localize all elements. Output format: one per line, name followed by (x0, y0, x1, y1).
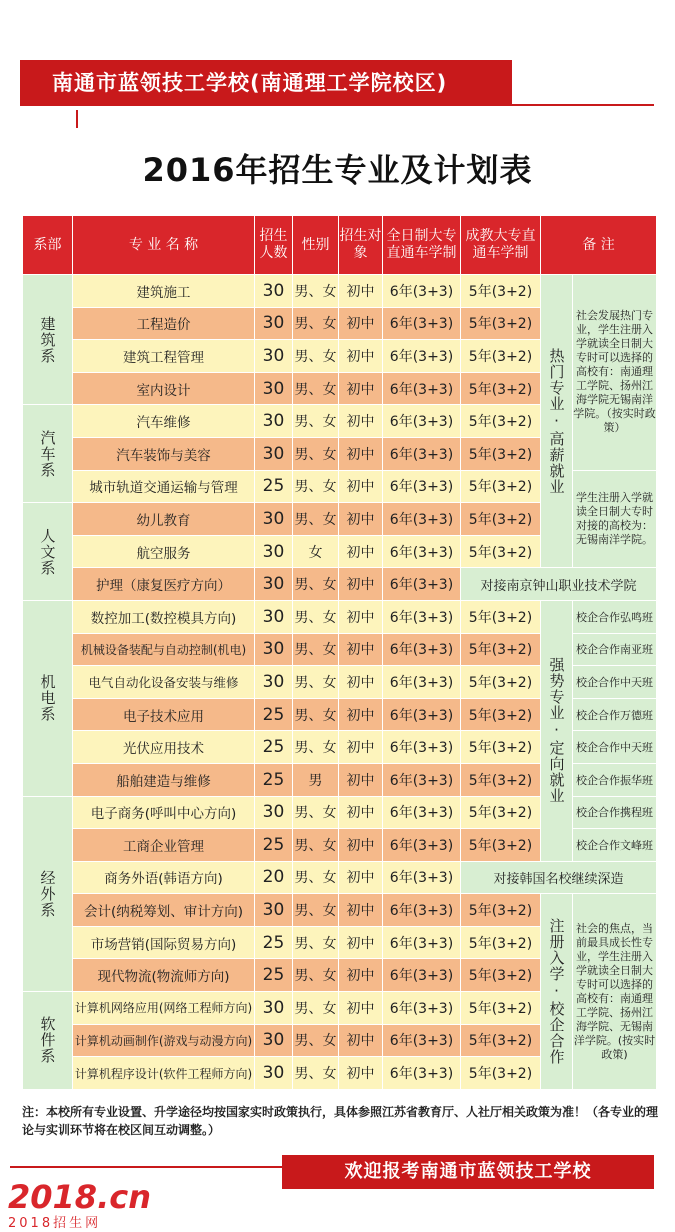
fulltime: 6年(3+3) (383, 666, 461, 699)
quota: 25 (255, 763, 293, 796)
school-banner: 南通市蓝领技工学校(南通理工学院校区) (20, 60, 512, 106)
target: 初中 (339, 1024, 383, 1057)
target: 初中 (339, 666, 383, 699)
fulltime: 6年(3+3) (383, 1057, 461, 1090)
target: 初中 (339, 437, 383, 470)
coop-note: 校企合作携程班 (573, 796, 657, 829)
page-title: 2016年招生专业及计划表 (142, 151, 533, 189)
gender: 男、女 (293, 600, 339, 633)
target: 初中 (339, 405, 383, 438)
quota: 30 (255, 568, 293, 601)
fulltime: 6年(3+3) (383, 340, 461, 373)
quota: 30 (255, 1057, 293, 1090)
major-name: 船舶建造与维修 (73, 763, 255, 796)
quota: 25 (255, 470, 293, 503)
major-name: 电子技术应用 (73, 698, 255, 731)
fulltime: 6年(3+3) (383, 405, 461, 438)
gender: 男 (293, 763, 339, 796)
strong-label: 强势专业·定向就业 (541, 600, 573, 861)
target: 初中 (339, 633, 383, 666)
table-row (23, 275, 657, 308)
table-row (23, 600, 657, 633)
gender: 男、女 (293, 861, 339, 894)
major-name: 工商企业管理 (73, 829, 255, 862)
target: 初中 (339, 796, 383, 829)
target: 初中 (339, 731, 383, 764)
gender: 男、女 (293, 275, 339, 308)
korean-note: 对接韩国名校继续深造 (461, 861, 657, 894)
quota: 30 (255, 633, 293, 666)
adult: 5年(3+2) (461, 959, 541, 992)
target: 初中 (339, 926, 383, 959)
target: 初中 (339, 959, 383, 992)
target: 初中 (339, 275, 383, 308)
fulltime: 6年(3+3) (383, 829, 461, 862)
major-name: 数控加工(数控模具方向) (73, 600, 255, 633)
hot-note-2: 学生注册入学就读全日制大专时对接的高校为：无锡南洋学院。 (573, 470, 657, 568)
target: 初中 (339, 568, 383, 601)
quota: 30 (255, 1024, 293, 1057)
fulltime: 6年(3+3) (383, 437, 461, 470)
adult: 5年(3+2) (461, 992, 541, 1025)
adult: 5年(3+2) (461, 535, 541, 568)
target: 初中 (339, 698, 383, 731)
major-name: 工程造价 (73, 307, 255, 340)
target: 初中 (339, 340, 383, 373)
target: 初中 (339, 992, 383, 1025)
fulltime: 6年(3+3) (383, 796, 461, 829)
coop-note: 校企合作文峰班 (573, 829, 657, 862)
major-name: 幼儿教育 (73, 503, 255, 536)
major-name: 护理（康复医疗方向） (73, 568, 255, 601)
quota: 30 (255, 796, 293, 829)
coop-note: 校企合作中天班 (573, 666, 657, 699)
header-quota: 招生人数 (255, 216, 293, 275)
logo-text: 2018.cn (8, 1178, 151, 1216)
gender: 男、女 (293, 796, 339, 829)
adult: 5年(3+2) (461, 600, 541, 633)
quota: 30 (255, 894, 293, 927)
adult: 5年(3+2) (461, 1024, 541, 1057)
major-name: 电子商务(呼叫中心方向) (73, 796, 255, 829)
hot-note-1: 社会发展热门专业，学生注册入学就读全日制大专时可以选择的高校有：南通理工学院、扬州江海学院无锡南洋学院。（按实时政策） (573, 275, 657, 471)
gender: 男、女 (293, 470, 339, 503)
enrollment-table (22, 215, 657, 1090)
fulltime: 6年(3+3) (383, 470, 461, 503)
adult: 5年(3+2) (461, 1057, 541, 1090)
header-fulltime: 全日制大专直通车学制 (383, 216, 461, 275)
gender: 男、女 (293, 731, 339, 764)
quota: 30 (255, 405, 293, 438)
quota: 30 (255, 372, 293, 405)
banner-tick (76, 110, 78, 128)
quota: 30 (255, 307, 293, 340)
gender: 男、女 (293, 894, 339, 927)
adult: 5年(3+2) (461, 829, 541, 862)
dept-auto: 汽车系 (23, 405, 73, 503)
adult: 5年(3+2) (461, 372, 541, 405)
adult: 5年(3+2) (461, 275, 541, 308)
adult: 5年(3+2) (461, 340, 541, 373)
major-name: 汽车维修 (73, 405, 255, 438)
adult: 5年(3+2) (461, 698, 541, 731)
gender: 男、女 (293, 503, 339, 536)
header-adult: 成教大专直通车学制 (461, 216, 541, 275)
major-name: 建筑工程管理 (73, 340, 255, 373)
fulltime: 6年(3+3) (383, 731, 461, 764)
header-gender: 性别 (293, 216, 339, 275)
major-name: 计算机动画制作(游戏与动漫方向) (73, 1024, 255, 1057)
gender: 男、女 (293, 633, 339, 666)
target: 初中 (339, 372, 383, 405)
major-name: 汽车装饰与美容 (73, 437, 255, 470)
adult: 5年(3+2) (461, 763, 541, 796)
major-name: 航空服务 (73, 535, 255, 568)
adult: 5年(3+2) (461, 796, 541, 829)
fulltime: 6年(3+3) (383, 763, 461, 796)
adult: 5年(3+2) (461, 926, 541, 959)
coop-note: 校企合作万德班 (573, 698, 657, 731)
adult: 5年(3+2) (461, 503, 541, 536)
gender: 男、女 (293, 405, 339, 438)
fulltime: 6年(3+3) (383, 959, 461, 992)
quota: 30 (255, 666, 293, 699)
fulltime: 6年(3+3) (383, 307, 461, 340)
gender: 男、女 (293, 992, 339, 1025)
target: 初中 (339, 600, 383, 633)
quota: 30 (255, 600, 293, 633)
header-major: 专 业 名 称 (73, 216, 255, 275)
register-note: 社会的焦点，当前最具成长性专业，学生注册入学就读全日制大专时可以选择的高校有：南通理工学院、扬州江海学院、无锡南洋学院。(按实时政策) (573, 894, 657, 1090)
adult: 5年(3+2) (461, 731, 541, 764)
fulltime: 6年(3+3) (383, 861, 461, 894)
site-logo[interactable] (8, 1178, 151, 1231)
quota: 25 (255, 698, 293, 731)
target: 初中 (339, 1057, 383, 1090)
dept-construction: 建筑系 (23, 275, 73, 405)
fulltime: 6年(3+3) (383, 926, 461, 959)
adult: 5年(3+2) (461, 666, 541, 699)
logo-subtext: 2018招生网 (8, 1216, 102, 1231)
dept-humanities: 人文系 (23, 503, 73, 601)
coop-note: 校企合作中天班 (573, 731, 657, 764)
gender: 男、女 (293, 568, 339, 601)
quota: 25 (255, 829, 293, 862)
coop-note: 校企合作南亚班 (573, 633, 657, 666)
major-name: 电气自动化设备安装与维修 (73, 666, 255, 699)
header-target: 招生对象 (339, 216, 383, 275)
gender: 男、女 (293, 437, 339, 470)
adult: 5年(3+2) (461, 307, 541, 340)
gender: 男、女 (293, 666, 339, 699)
quota: 30 (255, 340, 293, 373)
gender: 男、女 (293, 926, 339, 959)
adult: 5年(3+2) (461, 633, 541, 666)
header-remark: 备 注 (541, 216, 657, 275)
fulltime: 6年(3+3) (383, 503, 461, 536)
coop-note: 校企合作弘鸣班 (573, 600, 657, 633)
quota: 30 (255, 437, 293, 470)
quota: 30 (255, 275, 293, 308)
fulltime: 6年(3+3) (383, 600, 461, 633)
adult: 5年(3+2) (461, 405, 541, 438)
major-name: 光伏应用技术 (73, 731, 255, 764)
coop-note: 校企合作振华班 (573, 763, 657, 796)
header-dept: 系部 (23, 216, 73, 275)
footnote: 注：本校所有专业设置、升学途径均按国家实时政策执行，具体参照江苏省教育厅、人社厅相关政策为准！（各专业的理论与实训环节将在校区间互动调整。） (22, 1105, 659, 1137)
fulltime: 6年(3+3) (383, 372, 461, 405)
major-name: 计算机网络应用(网络工程师方向) (73, 992, 255, 1025)
gender: 男、女 (293, 307, 339, 340)
dept-software: 软件系 (23, 992, 73, 1090)
fulltime: 6年(3+3) (383, 894, 461, 927)
gender: 男、女 (293, 372, 339, 405)
quota: 30 (255, 992, 293, 1025)
gender: 男、女 (293, 1024, 339, 1057)
target: 初中 (339, 861, 383, 894)
fulltime: 6年(3+3) (383, 535, 461, 568)
fulltime: 6年(3+3) (383, 275, 461, 308)
gender: 男、女 (293, 340, 339, 373)
table-row (23, 861, 657, 894)
target: 初中 (339, 763, 383, 796)
dept-mechatronics: 机电系 (23, 600, 73, 796)
adult: 5年(3+2) (461, 437, 541, 470)
target: 初中 (339, 535, 383, 568)
welcome-divider (10, 1166, 282, 1168)
major-name: 计算机程序设计(软件工程师方向) (73, 1057, 255, 1090)
adult: 5年(3+2) (461, 470, 541, 503)
major-name: 建筑施工 (73, 275, 255, 308)
major-name: 现代物流(物流师方向) (73, 959, 255, 992)
quota: 30 (255, 535, 293, 568)
major-name: 城市轨道交通运输与管理 (73, 470, 255, 503)
welcome-banner: 欢迎报考南通市蓝领技工学校 (282, 1155, 654, 1189)
hot-label: 热门专业·高薪就业 (541, 275, 573, 568)
table-row (23, 894, 657, 927)
banner-divider (20, 104, 654, 106)
major-name: 市场营销(国际贸易方向) (73, 926, 255, 959)
adult: 5年(3+2) (461, 894, 541, 927)
gender: 男、女 (293, 1057, 339, 1090)
quota: 25 (255, 731, 293, 764)
major-name: 会计(纳税筹划、审计方向) (73, 894, 255, 927)
major-name: 室内设计 (73, 372, 255, 405)
major-name: 机械设备装配与自动控制(机电) (73, 633, 255, 666)
target: 初中 (339, 307, 383, 340)
table-row (23, 568, 657, 601)
gender: 男、女 (293, 829, 339, 862)
gender: 男、女 (293, 959, 339, 992)
register-label: 注册入学·校企合作 (541, 894, 573, 1090)
nursing-note: 对接南京钟山职业技术学院 (461, 568, 657, 601)
quota: 25 (255, 926, 293, 959)
dept-economics: 经外系 (23, 796, 73, 992)
target: 初中 (339, 503, 383, 536)
fulltime: 6年(3+3) (383, 633, 461, 666)
target: 初中 (339, 470, 383, 503)
major-name: 商务外语(韩语方向) (73, 861, 255, 894)
quota: 25 (255, 959, 293, 992)
quota: 30 (255, 503, 293, 536)
fulltime: 6年(3+3) (383, 698, 461, 731)
gender: 女 (293, 535, 339, 568)
fulltime: 6年(3+3) (383, 992, 461, 1025)
quota: 20 (255, 861, 293, 894)
target: 初中 (339, 894, 383, 927)
fulltime: 6年(3+3) (383, 568, 461, 601)
target: 初中 (339, 829, 383, 862)
fulltime: 6年(3+3) (383, 1024, 461, 1057)
gender: 男、女 (293, 698, 339, 731)
